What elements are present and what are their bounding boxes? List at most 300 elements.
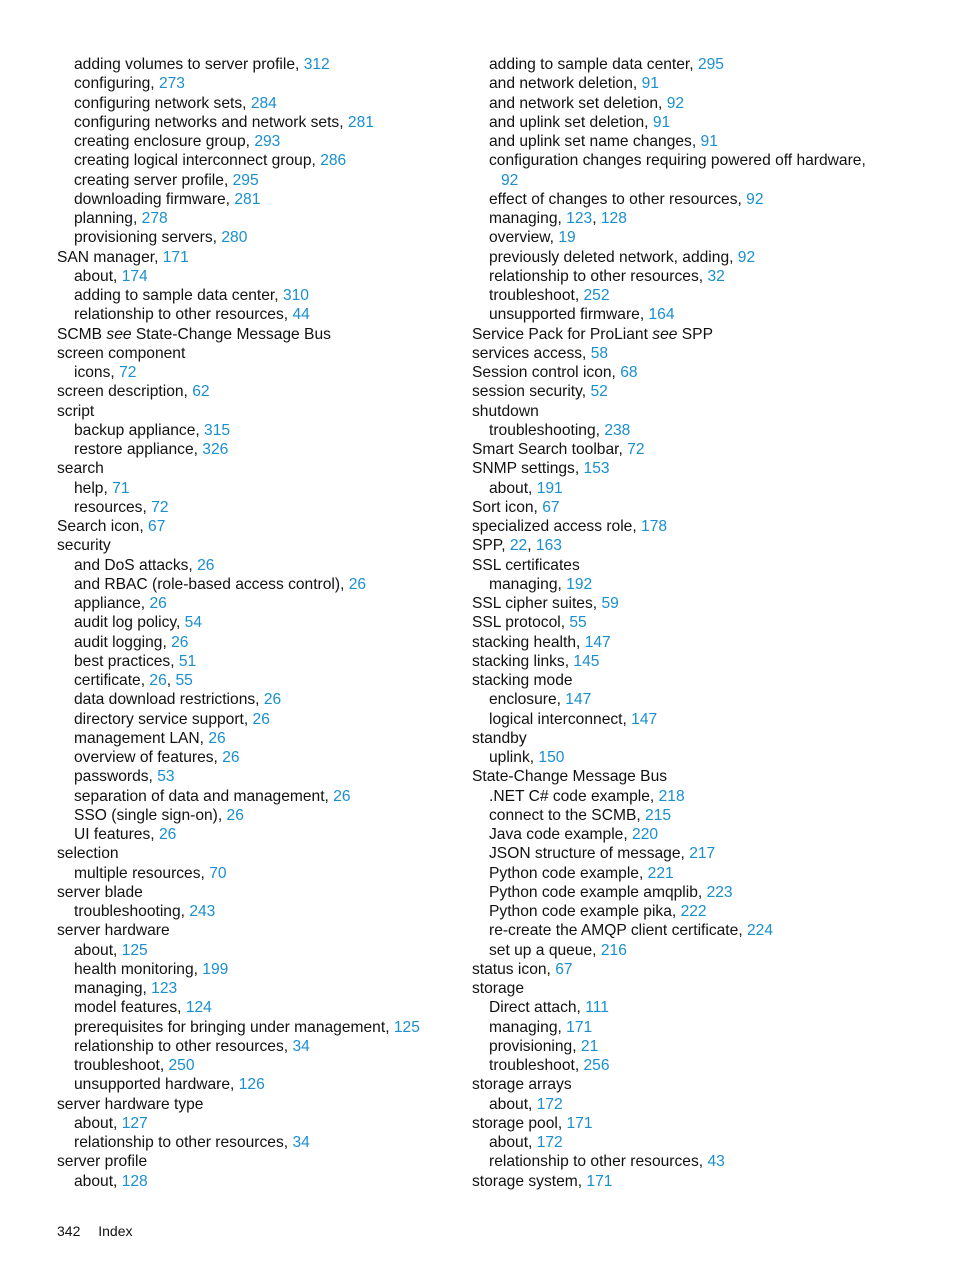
entry-term: managing, [74, 980, 152, 997]
page-link[interactable]: 111 [585, 999, 609, 1017]
entry-term: effect of changes to other resources, [489, 190, 747, 208]
page-link[interactable]: 284 [250, 94, 277, 112]
index-subentry [472, 902, 892, 921]
page-link[interactable]: 67 [542, 498, 560, 516]
index-subentry [57, 132, 477, 151]
page-link[interactable]: 312 [303, 56, 330, 73]
page-link[interactable]: 128 [600, 210, 627, 227]
entry-term: overview, [489, 229, 559, 247]
page-link[interactable]: 52 [590, 383, 608, 401]
page-link[interactable]: 44 [292, 306, 310, 324]
entry-term: specialized access role, [472, 518, 642, 535]
page-link[interactable]: 125 [393, 1018, 420, 1036]
page-link[interactable]: 62 [192, 383, 210, 401]
entry-term: State-Change Message Bus [472, 768, 668, 786]
entry-term: model features, [74, 999, 186, 1017]
entry-term: Session control icon, [472, 364, 621, 381]
entry-term: health monitoring, [74, 960, 203, 978]
page-link[interactable]: 178 [641, 518, 668, 535]
page-link[interactable]: 26 [197, 556, 215, 574]
page-link[interactable]: 128 [121, 1172, 148, 1190]
page-link[interactable]: 55 [569, 614, 587, 632]
index-subentry [57, 1056, 477, 1075]
index-subentry [472, 998, 892, 1017]
entry-term: relationship to other resources, [74, 306, 293, 324]
footer-section-label: Index [98, 1223, 133, 1239]
index-entry [57, 325, 477, 344]
entry-term: enclosure, [489, 691, 566, 709]
entry-term: Python code example pika, [489, 903, 681, 920]
page-link[interactable]: 293 [254, 133, 281, 150]
index-entry [57, 883, 477, 902]
entry-term: unsupported hardware, [74, 1076, 239, 1094]
page-link[interactable]: 26 [208, 729, 226, 747]
index-subentry [57, 286, 477, 305]
index-subentry [57, 209, 477, 228]
entry-term: adding to sample data center, [74, 287, 283, 304]
page-link[interactable]: 163 [535, 537, 562, 555]
entry-term: about, [74, 941, 122, 959]
page-link[interactable]: 21 [580, 1037, 599, 1055]
index-entry [57, 459, 477, 478]
index-subentry [57, 1075, 477, 1094]
page-link[interactable]: 32 [707, 267, 725, 285]
page-link[interactable]: 91 [652, 113, 671, 131]
entry-term: troubleshooting, [489, 421, 605, 439]
page-footer [57, 1222, 133, 1240]
index-subentry [472, 286, 892, 305]
page-link[interactable]: 26 [149, 672, 167, 689]
entry-term: logical interconnect, [489, 710, 632, 728]
index-entry [472, 1172, 892, 1191]
index-subentry [57, 267, 477, 286]
see-reference-target: SPP [677, 325, 713, 343]
index-subentry [472, 1095, 892, 1114]
index-entry [57, 517, 477, 536]
page-link[interactable]: 326 [202, 441, 229, 458]
entry-term: server hardware type [57, 1095, 204, 1113]
entry-term: unsupported firmware, [489, 306, 649, 324]
page-link[interactable]: 164 [648, 306, 675, 324]
index-entry [57, 1152, 477, 1171]
page-link[interactable]: 58 [590, 344, 609, 362]
entry-term: SSL certificates [472, 556, 580, 574]
index-entry [57, 921, 477, 940]
page-link[interactable]: 281 [234, 190, 261, 208]
index-subentry [472, 1037, 892, 1056]
index-subentry [472, 1056, 892, 1075]
entry-term: about, [74, 267, 122, 285]
entry-term: set up a queue, [489, 941, 601, 959]
entry-term: about, [74, 1172, 122, 1190]
entry-term: multiple resources, [74, 864, 210, 882]
entry-term: relationship to other resources, [489, 1153, 708, 1171]
entry-term: configuring, [74, 75, 159, 93]
entry-term: storage arrays [472, 1076, 572, 1094]
entry-term: previously deleted network, adding, [489, 248, 738, 266]
entry-term: creating server profile, [74, 171, 233, 189]
page-link[interactable]: 91 [700, 133, 718, 150]
page-link[interactable]: 22 [509, 537, 528, 555]
entry-term: prerequisites for bringing under management, [74, 1018, 394, 1036]
entry-term: separation of data and management, [74, 787, 334, 805]
index-subentry [57, 556, 477, 575]
index-entry [57, 382, 477, 401]
entry-term: planning, [74, 210, 142, 227]
index-subentry [472, 132, 892, 151]
entry-term: server blade [57, 883, 143, 901]
index-subentry [57, 633, 477, 652]
entry-term: adding to sample data center, [489, 56, 698, 73]
index-column-right [472, 55, 892, 1191]
page-link[interactable]: 278 [141, 210, 168, 227]
entry-term: best practices, [74, 652, 179, 670]
page-link[interactable]: 26 [226, 806, 244, 824]
index-entry [472, 671, 892, 690]
entry-term: Python code example amqplib, [489, 883, 707, 901]
index-subentry [472, 690, 892, 709]
index-subentry [472, 228, 892, 247]
entry-term: session security, [472, 383, 591, 401]
entry-term: data download restrictions, [74, 691, 264, 709]
index-subentry [472, 921, 892, 940]
entry-term: storage pool, [472, 1114, 567, 1132]
entry-term: troubleshoot, [74, 1057, 169, 1074]
index-subentry [57, 190, 477, 209]
page-link[interactable]: 223 [706, 883, 733, 901]
entry-term: icons, [74, 364, 120, 381]
entry-term: uplink, [489, 749, 539, 766]
entry-term: Python code example, [489, 864, 648, 882]
index-subentry [57, 228, 477, 247]
index-subentry [472, 171, 892, 190]
index-entry [472, 613, 892, 632]
index-entry [57, 248, 477, 267]
page-link[interactable]: 26 [263, 691, 282, 709]
index-subentry: managing, 123, 128 [489, 210, 627, 227]
entry-term: adding volumes to server profile, [74, 56, 304, 73]
entry-term: about, [74, 1114, 122, 1132]
entry-term: security [57, 537, 111, 555]
index-subentry [57, 864, 477, 883]
page-link[interactable]: 199 [202, 960, 229, 978]
index-subentry [472, 844, 892, 863]
index-subentry [472, 479, 892, 498]
page-link[interactable]: 26 [158, 826, 177, 843]
index-subentry [57, 1037, 477, 1056]
index-entry [472, 960, 892, 979]
entry-term: services access, [472, 344, 591, 362]
index-subentry [57, 94, 477, 113]
entry-term: stacking mode [472, 672, 573, 689]
page-link[interactable]: 26 [149, 595, 167, 612]
index-entry [472, 325, 892, 344]
page-link[interactable]: 26 [222, 749, 240, 766]
entry-term: and uplink set name changes, [489, 133, 701, 150]
page-link[interactable]: 191 [536, 479, 563, 497]
index-entry [472, 633, 892, 652]
page-link[interactable]: 172 [536, 1095, 563, 1113]
page-link[interactable]: 171 [162, 248, 189, 266]
index-subentry [57, 74, 477, 93]
index-subentry [472, 864, 892, 883]
entry-term: SCMB [57, 325, 107, 343]
entry-term: certificate, [74, 672, 150, 689]
entry-term: standby [472, 729, 527, 747]
index-entry [472, 556, 892, 575]
entry-term: managing, [489, 210, 567, 227]
entry-term: screen component [57, 344, 186, 362]
index-subentry [57, 652, 477, 671]
index-subentry [57, 1172, 477, 1191]
page-link[interactable]: 147 [565, 691, 592, 709]
entry-term: .NET C# code example, [489, 787, 659, 805]
entry-term: storage [472, 980, 525, 997]
index-entry [472, 459, 892, 478]
index-entry [472, 402, 892, 421]
index-subentry [472, 94, 892, 113]
entry-term: appliance, [74, 595, 150, 612]
index-subentry [57, 960, 477, 979]
index-subentry [57, 575, 477, 594]
page-link[interactable]: 53 [157, 768, 175, 786]
index-subentry [472, 883, 892, 902]
page-link[interactable]: 215 [645, 806, 672, 824]
index-subentry [57, 1018, 477, 1037]
entry-term: SSL cipher suites, [472, 595, 602, 612]
entry-term: search [57, 460, 104, 478]
index-subentry [57, 690, 477, 709]
page-link[interactable]: 71 [112, 479, 130, 497]
page-link[interactable]: 91 [641, 75, 659, 93]
page-link[interactable]: 222 [680, 903, 707, 920]
index-subentry [472, 941, 892, 960]
index-entry [472, 363, 892, 382]
page-link[interactable]: 286 [320, 152, 347, 170]
entry-term: storage system, [472, 1172, 587, 1190]
page-link[interactable]: 171 [566, 1114, 593, 1132]
page-link[interactable]: 281 [347, 113, 374, 131]
entry-term: server hardware [57, 922, 170, 940]
page-link[interactable]: 125 [121, 941, 148, 959]
page-link[interactable]: 55 [175, 672, 193, 689]
index-entry [472, 382, 892, 401]
entry-term: stacking links, [472, 652, 574, 670]
page-link[interactable]: 221 [647, 864, 674, 882]
index-subentry [57, 594, 477, 613]
page-link[interactable]: 171 [586, 1172, 613, 1190]
index-subentry [57, 998, 477, 1017]
page-link[interactable]: 59 [601, 595, 619, 612]
entry-term: creating logical interconnect group, [74, 152, 321, 170]
index-subentry [57, 902, 477, 921]
index-entry [57, 344, 477, 363]
entry-term: Search icon, [57, 518, 149, 535]
page-link[interactable]: 147 [584, 633, 611, 651]
page-link[interactable]: 153 [583, 460, 610, 478]
page-link[interactable]: 224 [746, 922, 774, 940]
index-entry [57, 536, 477, 555]
page-link[interactable]: 243 [189, 903, 216, 920]
index-subentry [472, 1152, 892, 1171]
index-subentry [57, 1114, 477, 1133]
index-subentry [57, 979, 477, 998]
entry-term: backup appliance, [74, 421, 205, 439]
entry-term: provisioning servers, [74, 229, 222, 247]
entry-term: SPP, [472, 537, 510, 555]
page-link[interactable]: 252 [583, 287, 610, 304]
index-entry [472, 498, 892, 517]
page-link[interactable]: 295 [697, 56, 724, 73]
entry-term: and uplink set deletion, [489, 113, 653, 131]
index-subentry [57, 440, 477, 459]
entry-term: Smart Search toolbar, [472, 441, 628, 458]
page-link[interactable]: 273 [158, 75, 185, 93]
page-link[interactable]: 220 [632, 826, 659, 843]
page-link[interactable]: 19 [558, 229, 576, 247]
entry-term: creating enclosure group, [74, 133, 255, 150]
index-subentry [472, 1018, 892, 1037]
page-link[interactable]: 256 [583, 1057, 610, 1074]
page-link[interactable]: 26 [333, 787, 351, 805]
footer-page-number: 342 [57, 1223, 81, 1239]
entry-term: Java code example, [489, 826, 633, 843]
index-subentry [57, 806, 477, 825]
page-link[interactable]: 92 [737, 248, 756, 266]
entry-term: SNMP settings, [472, 460, 584, 478]
entry-term: and network deletion, [489, 75, 642, 93]
index-subentry [472, 190, 892, 209]
index-entry [57, 402, 477, 421]
index-subentry [472, 74, 892, 93]
index-subentry [57, 710, 477, 729]
page-link[interactable]: 67 [148, 518, 166, 535]
index-subentry: certificate, 26, 55 [74, 672, 193, 689]
entry-term: Sort icon, [472, 498, 543, 516]
page-link[interactable]: 123 [151, 980, 178, 997]
page-link[interactable]: 126 [238, 1076, 265, 1094]
entry-term: provisioning, [489, 1037, 581, 1055]
page-link[interactable]: 250 [168, 1057, 195, 1074]
page-link[interactable]: 150 [538, 749, 565, 766]
page-link[interactable]: 216 [600, 941, 627, 959]
page-link[interactable]: 238 [604, 421, 631, 439]
index-subentry [57, 498, 477, 517]
page-link[interactable]: 26 [348, 575, 367, 593]
entry-term: about, [489, 1134, 537, 1151]
index-subentry [57, 55, 477, 74]
index-subentry [472, 55, 892, 74]
index-subentry [472, 151, 892, 170]
entry-term: SSO (single sign-on), [74, 806, 227, 824]
entry-term: relationship to other resources, [74, 1037, 293, 1055]
entry-term: and network set deletion, [489, 94, 667, 112]
index-subentry [472, 248, 892, 267]
page-link[interactable]: 70 [209, 864, 227, 882]
see-reference-target: State-Change Message Bus [131, 325, 331, 343]
page-link[interactable]: 315 [204, 421, 231, 439]
index-subentry [472, 787, 892, 806]
entry-term: troubleshoot, [489, 287, 584, 304]
page-link[interactable]: 54 [184, 614, 203, 632]
page-link[interactable]: 43 [707, 1153, 725, 1171]
page-link[interactable]: 68 [620, 364, 638, 381]
index-subentry [57, 748, 477, 767]
entry-term: restore appliance, [74, 441, 203, 458]
entry-term: about, [489, 479, 537, 497]
index-subentry [472, 748, 892, 767]
page-link[interactable]: 218 [658, 787, 685, 805]
entry-term: server profile [57, 1153, 148, 1171]
index-entry [57, 1095, 477, 1114]
entry-term: SSL protocol, [472, 614, 570, 632]
entry-term: downloading firmware, [74, 190, 235, 208]
page-link[interactable]: 192 [566, 575, 593, 593]
entry-term: overview of features, [74, 749, 223, 766]
entry-term: re-create the AMQP client certificate, [489, 922, 747, 940]
page-link[interactable]: 280 [221, 229, 248, 247]
page-link[interactable]: 72 [627, 441, 645, 458]
page-link[interactable]: 72 [151, 498, 169, 516]
index-subentry [57, 171, 477, 190]
index-subentry [472, 421, 892, 440]
entry-term: passwords, [74, 768, 158, 786]
entry-term: configuring network sets, [74, 94, 251, 112]
see-reference-label: see [652, 325, 678, 343]
entry-term: selection [57, 845, 119, 863]
page-link[interactable]: 217 [689, 845, 716, 863]
index-entry [472, 1114, 892, 1133]
page-link[interactable]: 295 [232, 171, 259, 189]
index-entry [472, 767, 892, 786]
index-entry [472, 440, 892, 459]
page-link[interactable]: 92 [666, 94, 685, 112]
page-link[interactable]: 147 [631, 710, 658, 728]
page-link[interactable]: 34 [292, 1134, 310, 1151]
entry-term: and DoS attacks, [74, 556, 198, 574]
page-link[interactable]: 310 [282, 287, 309, 304]
page-link[interactable]: 92 [746, 190, 764, 208]
index-subentry [57, 113, 477, 132]
page-link[interactable]: 124 [185, 999, 212, 1017]
page-link[interactable]: 145 [573, 652, 600, 670]
entry-term: JSON structure of message, [489, 845, 690, 863]
page-link[interactable]: 67 [555, 960, 573, 978]
see-reference-label: see [106, 325, 132, 343]
entry-term: UI features, [74, 826, 159, 843]
index-entry [57, 844, 477, 863]
page-link[interactable]: 26 [171, 633, 189, 651]
page-link[interactable]: 72 [119, 364, 137, 381]
entry-term: help, [74, 479, 113, 497]
page-link[interactable]: 92 [501, 171, 519, 189]
entry-term: and RBAC (role-based access control), [74, 575, 349, 593]
index-subentry [57, 941, 477, 960]
index-entry [472, 1075, 892, 1094]
page-link[interactable]: 26 [252, 710, 270, 728]
page-link[interactable]: 51 [178, 652, 197, 670]
page-link[interactable]: 172 [536, 1134, 563, 1151]
page-link[interactable]: 34 [292, 1037, 310, 1055]
page-link[interactable]: 174 [121, 267, 148, 285]
page-link[interactable]: 123 [566, 210, 593, 227]
page-link[interactable]: 171 [566, 1018, 593, 1036]
index-entry [472, 594, 892, 613]
entry-term: screen description, [57, 383, 193, 401]
entry-term: SAN manager, [57, 248, 163, 266]
page-link[interactable]: 127 [121, 1114, 148, 1132]
entry-term: troubleshooting, [74, 903, 190, 920]
